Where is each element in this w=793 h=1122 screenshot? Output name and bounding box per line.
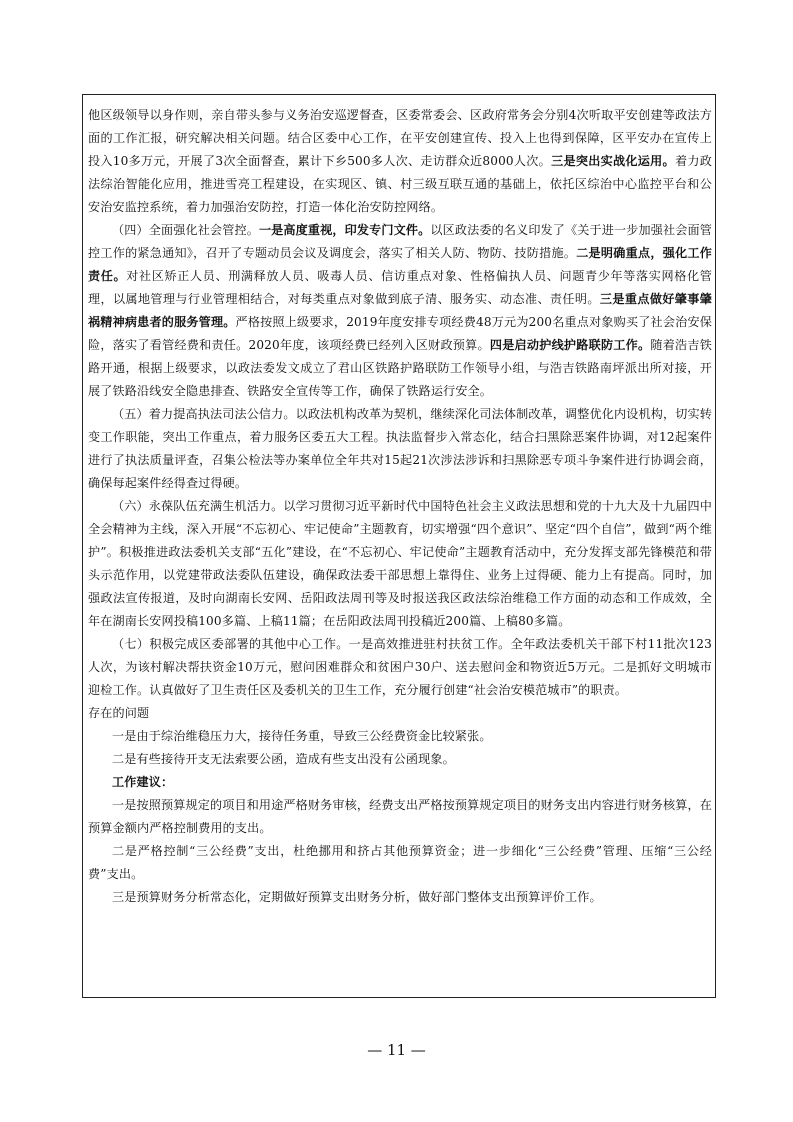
paragraph-text: 随着浩吉铁路开通，根据上级要求，以政法委发文成立了君山区铁路护路联防工作领导小组，与浩吉铁路南坪派出所对接，开展了铁路沿线安全隐患排查、铁路安全宣传等工作，确保了铁路运行安全。: [88, 338, 712, 398]
paragraph: [88, 403, 712, 495]
paragraph: [88, 725, 712, 748]
paragraph: [88, 748, 712, 771]
bold-heading-text: 工作建议：: [112, 775, 174, 789]
paragraph-text: 存在的问题: [88, 706, 150, 720]
paragraph: [88, 886, 712, 909]
paragraph-text: （七）积极完成区委部署的其他中心工作。一是高效推进驻村扶贫工作。全年政法委机关干部下村11批次123人次，为该村解决帮扶资金10万元，慰问困难群众和贫困户30户、送去慰问金和物资近5万元。二是抓好文明城市迎检工作。认真做好了卫生责任区及委机关的卫生工作，充分履行创建“社会治安模范城市”的职责。: [88, 637, 712, 697]
paragraph: [88, 495, 712, 633]
bold-heading-text: 三是重点做好肇事肇祸精神病患者的服务管理。: [88, 292, 712, 329]
paragraph-text: 二是有些接待开支无法索要公函，造成有些支出没有公函现象。: [112, 752, 455, 766]
paragraph-text: 一是由于综治维稳压力大，接待任务重，导致三公经费资金比较紧张。: [112, 729, 492, 743]
paragraph-text: 三是预算财务分析常态化，定期做好预算支出财务分析，做好部门整体支出预算评价工作。: [112, 890, 602, 904]
paragraph-text: （四）全面强化社会管控。: [112, 223, 259, 237]
paragraph: [88, 794, 712, 840]
bold-heading-text: 三是突出实战化运用。: [551, 154, 675, 168]
bold-heading-text: 一是高度重视，印发专门文件。: [258, 223, 431, 237]
document-body: [88, 104, 712, 909]
paragraph-text: 以区政法委的名义印发了《关于进一步加强社会面管控工作的紧急通知》，召开了专题动员会议及调度会，落实了相关人防、物防、技防措施。: [88, 223, 712, 260]
paragraph: [88, 219, 712, 403]
paragraph-text: 二是严格控制“三公经费”支出，杜绝挪用和挤占其他预算资金；进一步细化“三公经费”管理、压缩“三公经费”支出。: [88, 844, 712, 881]
bold-heading-text: 四是启动护线护路联防工作。: [489, 338, 651, 352]
paragraph-text: 着力政法综治智能化应用，推进雪亮工程建设，在实现区、镇、村三级互联互通的基础上，依托区综治中心监控平台和公安治安监控系统，着力加强治安防控，打造一体化治安防控网络。: [88, 154, 712, 214]
bold-heading-text: 二是明确重点，强化工作责任。: [88, 246, 713, 283]
paragraph: [88, 104, 712, 219]
paragraph-text: 他区级领导以身作则，亲自带头参与义务治安巡逻督查，区委常委会、区政府常务会分别4次听取平安创建等政法方面的工作汇报，研究解决相关问题。结合区委中心工作，在平安创建宣传、投入上也得到保障，区平安办在宣传上投入10多万元，开展了3次全面督查，累计下乡500多人次、走访群众近8000人次。: [88, 108, 712, 168]
paragraph-text: 一是按照预算规定的项目和用途严格财务审核，经费支出严格按预算规定项目的财务支出内容进行财务核算，在预算金额内严格控制费用的支出。: [88, 798, 712, 835]
paragraph: [88, 771, 712, 794]
paragraph: [88, 840, 712, 886]
paragraph-text: （五）着力提高执法司法公信力。以政法机构改革为契机，继续深化司法体制改革，调整优化内设机构，切实转变工作职能，突出工作重点，着力服务区委五大工程。执法监督步入常态化，结合扫黑除恶案件协调，对12起案件进行了执法质量评查，召集公检法等办案单位全年共对15起21次涉法涉诉和扫黑除恶专项斗争案件进行协调会商，确保每起案件经得查过得硬。: [88, 407, 712, 490]
paragraph-text: 严格按照上级要求，2019年度安排专项经费48万元为200名重点对象购买了社会治安保险，落实了看管经费和责任。2020年度，该项经费已经列入区财政预算。: [88, 315, 712, 352]
paragraph: [88, 702, 712, 725]
paragraph-text: （六）永葆队伍充满生机活力。以学习贯彻习近平新时代中国特色社会主义政法思想和党的十九大及十九届四中全会精神为主线，深入开展“不忘初心、牢记使命”主题教育，切实增强“四个意识”、坚定“四个自信”，做到“两个维护”。积极推进政法委机关支部“五化”建设，在“不忘初心、牢记使命”主题教育活动中，充分发挥支部先锋模范和带头示范作用，以党建带政法委队伍建设，确保政法委干部思想上靠得住、业务上过得硬、能力上有提高。同时，加强政法宣传报道，及时向湖南长安网、岳阳政法周刊等及时报送我区政法综治维稳工作方面的动态和工作成效，全年在湖南长安网投稿100多篇、上稿11篇；在岳阳政法周刊投稿近200篇、上稿80多篇。: [88, 499, 712, 628]
paragraph-text: 对社区矫正人员、刑满释放人员、吸毒人员、信访重点对象、性格偏执人员、问题青少年等落实网格化管理，以属地管理与行业管理相结合，对每类重点对象做到底子清、服务实、动态准、责任明。: [88, 269, 712, 306]
paragraph: [88, 633, 712, 702]
page-number: — 11 —: [367, 1041, 426, 1059]
